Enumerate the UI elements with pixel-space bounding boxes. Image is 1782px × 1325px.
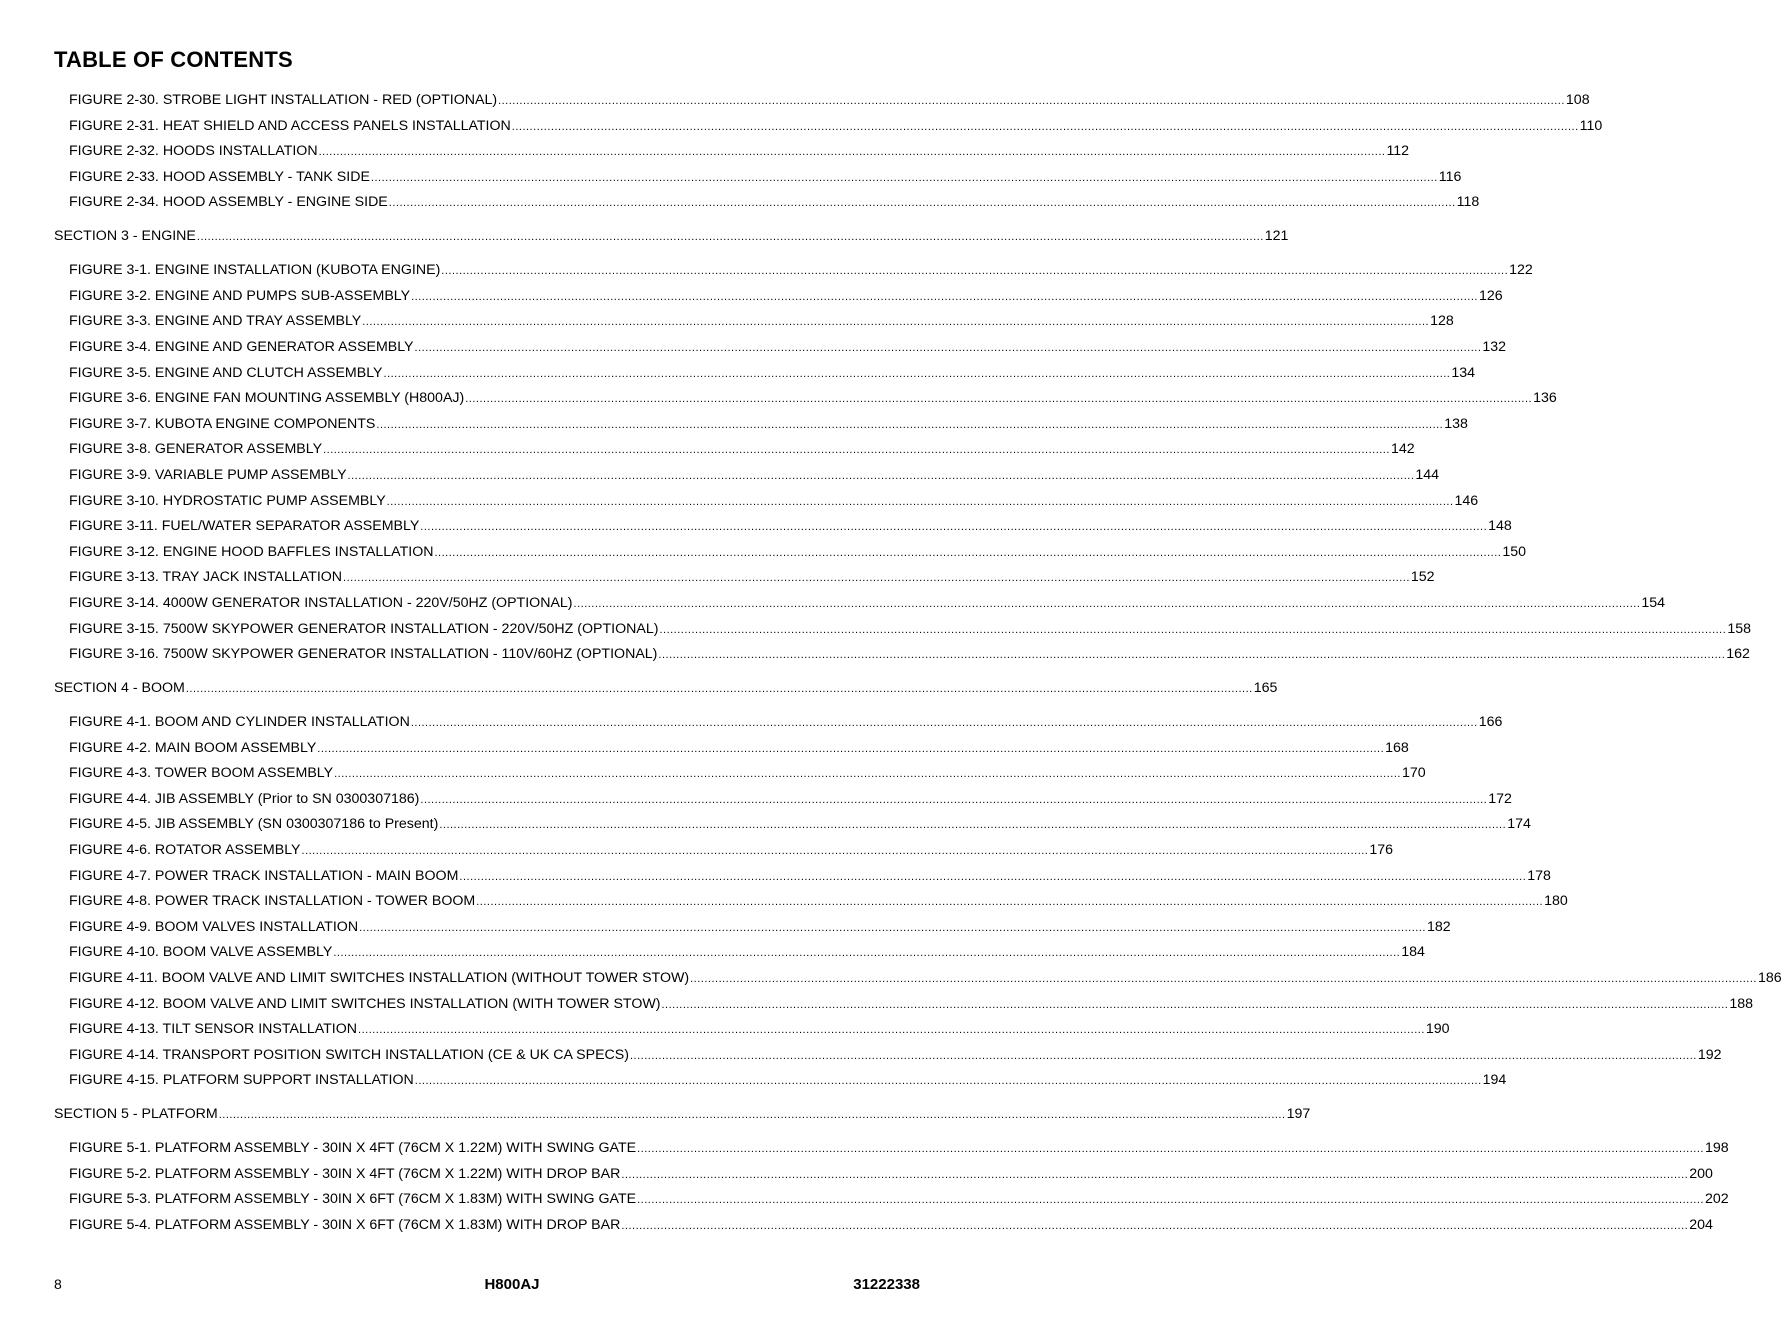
toc-figure-entry[interactable] — [0, 994, 1754, 1014]
toc-figure-entry[interactable] — [0, 840, 1394, 860]
toc-leader-dots: ............................................................................................................................................................................................................................................................................................................ — [573, 598, 1641, 610]
toc-figure-entry[interactable] — [0, 866, 1551, 886]
toc-figure-entry[interactable] — [0, 1070, 1507, 1090]
toc-figure-entry[interactable] — [0, 814, 1531, 834]
toc-leader-dots: ............................................................................................................................................................................................................................................................................................................ — [359, 921, 1426, 934]
toc-entry-page: 146 — [1454, 492, 1479, 509]
toc-leader-dots: ............................................................................................................................................................................................................................................................................................................ — [465, 393, 1533, 406]
toc-entry-page: 180 — [1544, 893, 1568, 910]
toc-leader-dots: ............................................................................................................................................................................................................................................................................................................ — [185, 683, 1253, 696]
toc-entry-page: 128 — [1430, 313, 1454, 330]
toc-leader-dots: ............................................................................................................................................................................................................................................................................................................ — [318, 146, 1386, 159]
toc-entry-page: 132 — [1482, 339, 1507, 355]
toc-leader-dots: ............................................................................................................................................................................................................................................................................................................ — [196, 231, 1264, 244]
toc-figure-entry[interactable] — [0, 1045, 1722, 1065]
toc-figure-entry[interactable] — [0, 192, 1480, 212]
toc-leader-dots: ............................................................................................................................................................................................................................................................................................................ — [511, 120, 1579, 133]
toc-entry-page: 152 — [1410, 569, 1435, 586]
toc-leader-dots: ............................................................................................................................................................................................................................................................................................................ — [621, 1220, 1689, 1232]
toc-leader-dots: ............................................................................................................................................................................................................................................................................................................ — [333, 947, 1401, 960]
toc-leader-dots: ............................................................................................................................................................................................................................................................................................................ — [498, 95, 1565, 107]
toc-leader-dots: ............................................................................................................................................................................................................................................................................................................ — [434, 546, 1502, 559]
toc-figure-entry[interactable] — [0, 1019, 1450, 1039]
toc-entry-page: 150 — [1502, 543, 1527, 560]
toc-entry-title: FIGURE 3-9. VARIABLE PUMP ASSEMBLY — [69, 467, 347, 483]
toc-leader-dots: ............................................................................................................................................................................................................................................................................................................ — [410, 717, 1478, 729]
toc-entry-page: 166 — [1478, 714, 1503, 730]
toc-leader-dots: ............................................................................................................................................................................................................................................................................................................ — [690, 973, 1757, 985]
toc-entry-title: FIGURE 3-10. HYDROSTATIC PUMP ASSEMBLY — [69, 492, 386, 509]
toc-entry-page: 172 — [1488, 790, 1512, 807]
toc-figure-entry[interactable] — [0, 516, 1512, 536]
toc-leader-dots: ............................................................................................................................................................................................................................................................................................................ — [301, 845, 1369, 857]
toc-entry-title: FIGURE 4-4. JIB ASSEMBLY (Prior to SN 0300307186) — [69, 790, 420, 807]
toc-entry-page: 198 — [1704, 1140, 1729, 1157]
toc-entry-title: FIGURE 3-14. 4000W GENERATOR INSTALLATION - 220V/50HZ (OPTIONAL) — [69, 595, 573, 611]
toc-entry-page: 192 — [1697, 1046, 1722, 1063]
toc-leader-dots: ............................................................................................................................................................................................................................................................................................................ — [411, 290, 1478, 303]
toc-entry-title: FIGURE 3-5. ENGINE AND CLUTCH ASSEMBLY — [69, 364, 383, 381]
toc-entry-title: SECTION 5 - PLATFORM — [54, 1106, 218, 1123]
toc-entry-page: 126 — [1478, 287, 1503, 304]
toc-figure-entry[interactable] — [0, 789, 1512, 809]
toc-entry-title: FIGURE 3-13. TRAY JACK INSTALLATION — [69, 569, 343, 586]
toc-leader-dots: ............................................................................................................................................................................................................................................................................................................ — [414, 342, 1482, 354]
toc-entry-page: 108 — [1565, 92, 1590, 108]
toc-entry-page: 165 — [1253, 680, 1278, 697]
toc-entry-title: FIGURE 4-9. BOOM VALVES INSTALLATION — [69, 918, 359, 935]
toc-entry-page: 204 — [1689, 1217, 1713, 1233]
toc-leader-dots: ............................................................................................................................................................................................................................................................................................................ — [343, 572, 1410, 585]
toc-entry-title: FIGURE 5-2. PLATFORM ASSEMBLY - 30IN X 4FT (76CM X 1.22M) WITH DROP BAR — [69, 1165, 621, 1182]
toc-leader-dots: ............................................................................................................................................................................................................................................................................................................ — [420, 793, 1488, 806]
toc-entry-title: FIGURE 4-14. TRANSPORT POSITION SWITCH INSTALLATION (CE & UK CA SPECS) — [69, 1046, 629, 1063]
toc-leader-dots: ............................................................................................................................................................................................................................................................................................................ — [629, 1049, 1697, 1062]
toc-leader-dots: ............................................................................................................................................................................................................................................................................................................ — [661, 998, 1729, 1011]
toc-leader-dots: ............................................................................................................................................................................................................................................................................................................ — [659, 623, 1727, 636]
toc-figure-entry[interactable] — [0, 942, 1425, 962]
toc-entry-page: 170 — [1401, 765, 1426, 782]
footer-doc-number: 31222338 — [853, 1276, 920, 1293]
toc-entry-title: FIGURE 5-3. PLATFORM ASSEMBLY - 30IN X 6FT (76CM X 1.83M) WITH SWING GATE — [69, 1191, 637, 1208]
toc-entry-page: 194 — [1482, 1072, 1507, 1089]
toc-entry-page: 148 — [1488, 518, 1512, 535]
toc-entry-title: FIGURE 3-16. 7500W SKYPOWER GENERATOR INSTALLATION - 110V/60HZ (OPTIONAL) — [69, 646, 658, 663]
toc-entry-page: 158 — [1727, 620, 1751, 637]
toc-entry-page: 190 — [1425, 1021, 1450, 1038]
toc-entry-page: 188 — [1729, 995, 1754, 1012]
toc-entry-page: 138 — [1444, 415, 1468, 432]
toc-leader-dots: ............................................................................................................................................................................................................................................................................................................ — [386, 495, 1454, 508]
toc-entry-title: FIGURE 4-15. PLATFORM SUPPORT INSTALLATION — [69, 1072, 414, 1089]
toc-entry-page: 121 — [1264, 228, 1289, 245]
toc-entry-title: FIGURE 2-30. STROBE LIGHT INSTALLATION - RED (OPTIONAL) — [69, 92, 498, 108]
toc-entry-title: FIGURE 2-31. HEAT SHIELD AND ACCESS PANELS INSTALLATION — [69, 117, 511, 134]
toc-entry-page: 144 — [1415, 467, 1440, 483]
toc-entry-title: FIGURE 4-12. BOOM VALVE AND LIMIT SWITCHES INSTALLATION (WITH TOWER STOW) — [69, 995, 661, 1012]
toc-entry-page: 176 — [1369, 842, 1394, 858]
toc-entry-title: FIGURE 5-4. PLATFORM ASSEMBLY - 30IN X 6FT (76CM X 1.83M) WITH DROP BAR — [69, 1217, 621, 1233]
toc-entry-title: FIGURE 3-3. ENGINE AND TRAY ASSEMBLY — [69, 313, 362, 330]
toc-entry-page: 112 — [1386, 143, 1410, 160]
toc-entry-title: SECTION 3 - ENGINE — [54, 228, 196, 245]
toc-entry-title: FIGURE 3-12. ENGINE HOOD BAFFLES INSTALLATION — [69, 543, 434, 560]
toc-figure-entry[interactable] — [0, 917, 1451, 937]
toc-leader-dots: ............................................................................................................................................................................................................................................................................................................ — [637, 1143, 1704, 1156]
toc-figure-entry[interactable] — [0, 465, 1440, 485]
toc-entry-title: FIGURE 4-2. MAIN BOOM ASSEMBLY — [69, 739, 317, 756]
toc-figure-entry[interactable] — [0, 311, 1454, 331]
toc-entry-title: FIGURE 3-1. ENGINE INSTALLATION (KUBOTA ENGINE) — [69, 262, 441, 279]
toc-leader-dots: ............................................................................................................................................................................................................................................................................................................ — [441, 265, 1509, 278]
toc-entry-page: 200 — [1689, 1165, 1713, 1182]
toc-figure-entry[interactable] — [0, 619, 1751, 639]
toc-figure-entry[interactable] — [0, 1164, 1713, 1184]
toc-leader-dots: ............................................................................................................................................................................................................................................................................................................ — [658, 649, 1726, 662]
toc-figure-entry[interactable] — [0, 337, 1507, 357]
toc-figure-entry[interactable] — [0, 388, 1557, 408]
toc-entry-page: 197 — [1286, 1106, 1311, 1123]
toc-entry-title: FIGURE 4-11. BOOM VALVE AND LIMIT SWITCHES INSTALLATION (WITHOUT TOWER STOW) — [69, 970, 690, 986]
footer-model: H800AJ — [484, 1276, 540, 1293]
page-title: TABLE OF CONTENTS — [54, 47, 293, 72]
toc-entry-page: 202 — [1704, 1191, 1729, 1208]
toc-leader-dots: ............................................................................................................................................................................................................................................................................................................ — [621, 1168, 1689, 1181]
toc-figure-entry[interactable] — [0, 567, 1435, 587]
toc-figure-entry[interactable] — [0, 542, 1527, 562]
toc-section-entry[interactable] — [0, 678, 1278, 698]
toc-figure-entry[interactable] — [0, 363, 1476, 383]
toc-figure-entry[interactable] — [0, 260, 1533, 280]
toc-leader-dots: ............................................................................................................................................................................................................................................................................................................ — [218, 1109, 1286, 1122]
toc-leader-dots: ............................................................................................................................................................................................................................................................................................................ — [420, 521, 1488, 534]
toc-leader-dots: ............................................................................................................................................................................................................................................................................................................ — [414, 1075, 1482, 1088]
toc-entry-title: FIGURE 4-8. POWER TRACK INSTALLATION - TOWER BOOM — [69, 893, 476, 910]
toc-figure-entry[interactable] — [0, 141, 1410, 161]
toc-leader-dots: ............................................................................................................................................................................................................................................................................................................ — [376, 418, 1444, 431]
toc-entry-title: FIGURE 4-7. POWER TRACK INSTALLATION - MAIN BOOM — [69, 867, 459, 884]
toc-entry-title: FIGURE 4-1. BOOM AND CYLINDER INSTALLATION — [69, 714, 410, 730]
toc-figure-entry[interactable] — [0, 891, 1568, 911]
toc-figure-entry[interactable] — [0, 491, 1479, 511]
toc-figure-entry[interactable] — [0, 644, 1750, 664]
toc-leader-dots: ............................................................................................................................................................................................................................................................................................................ — [388, 197, 1456, 210]
toc-entry-page: 122 — [1509, 262, 1533, 279]
toc-figure-entry[interactable] — [0, 738, 1409, 758]
toc-leader-dots: ............................................................................................................................................................................................................................................................................................................ — [383, 367, 1451, 380]
toc-entry-page: 136 — [1533, 390, 1557, 407]
toc-entry-page: 178 — [1527, 867, 1551, 884]
toc-entry-page: 162 — [1726, 646, 1750, 663]
toc-leader-dots: ............................................................................................................................................................................................................................................................................................................ — [476, 896, 1544, 909]
toc-leader-dots: ............................................................................................................................................................................................................................................................................................................ — [323, 444, 1390, 457]
toc-figure-entry[interactable] — [0, 1138, 1729, 1158]
toc-leader-dots: ............................................................................................................................................................................................................................................................................................................ — [334, 768, 1401, 781]
toc-entry-page: 186 — [1757, 970, 1782, 986]
toc-leader-dots: ............................................................................................................................................................................................................................................................................................................ — [459, 870, 1527, 883]
toc-entry-page: 184 — [1401, 944, 1425, 961]
toc-leader-dots: ............................................................................................................................................................................................................................................................................................................ — [358, 1024, 1425, 1037]
toc-entry-page: 110 — [1579, 117, 1603, 134]
toc-entry-title: FIGURE 3-6. ENGINE FAN MOUNTING ASSEMBLY (H800AJ) — [69, 390, 465, 407]
toc-entry-title: FIGURE 4-5. JIB ASSEMBLY (SN 0300307186 to Present) — [69, 816, 439, 833]
toc-entry-page: 134 — [1451, 364, 1476, 381]
toc-leader-dots: ............................................................................................................................................................................................................................................................................................................ — [439, 819, 1507, 832]
toc-figure-entry[interactable] — [0, 712, 1503, 732]
toc-entry-title: FIGURE 3-2. ENGINE AND PUMPS SUB-ASSEMBLY — [69, 287, 411, 304]
toc-figure-entry[interactable] — [0, 763, 1426, 783]
toc-entry-title: FIGURE 2-32. HOODS INSTALLATION — [69, 143, 318, 160]
toc-entry-page: 142 — [1390, 441, 1415, 458]
toc-figure-entry[interactable] — [0, 167, 1462, 187]
toc-figure-entry[interactable] — [0, 116, 1603, 136]
toc-entry-page: 118 — [1456, 194, 1480, 211]
toc-leader-dots: ............................................................................................................................................................................................................................................................................................................ — [347, 470, 1415, 482]
toc-entry-title: FIGURE 4-6. ROTATOR ASSEMBLY — [69, 842, 301, 858]
toc-entry-title: FIGURE 3-8. GENERATOR ASSEMBLY — [69, 441, 323, 458]
toc-figure-entry[interactable] — [0, 90, 1590, 110]
toc-entry-title: FIGURE 3-4. ENGINE AND GENERATOR ASSEMBLY — [69, 339, 414, 355]
toc-entry-title: FIGURE 3-11. FUEL/WATER SEPARATOR ASSEMBLY — [69, 518, 420, 535]
toc-figure-entry[interactable] — [0, 968, 1782, 988]
toc-figure-entry[interactable] — [0, 1215, 1713, 1235]
toc-leader-dots: ............................................................................................................................................................................................................................................................................................................ — [637, 1194, 1704, 1207]
toc-leader-dots: ............................................................................................................................................................................................................................................................................................................ — [362, 316, 1430, 329]
toc-leader-dots: ............................................................................................................................................................................................................................................................................................................ — [370, 171, 1438, 184]
toc-figure-entry[interactable] — [0, 439, 1415, 459]
toc-entry-page: 154 — [1641, 595, 1666, 611]
toc-entry-page: 174 — [1507, 816, 1531, 833]
toc-figure-entry[interactable] — [0, 593, 1666, 613]
toc-entry-title: FIGURE 3-15. 7500W SKYPOWER GENERATOR INSTALLATION - 220V/50HZ (OPTIONAL) — [69, 620, 659, 637]
toc-entry-title: FIGURE 2-34. HOOD ASSEMBLY - ENGINE SIDE — [69, 194, 388, 211]
toc-entry-title: SECTION 4 - BOOM — [54, 680, 185, 697]
toc-section-entry[interactable] — [0, 1104, 1311, 1124]
toc-figure-entry[interactable] — [0, 414, 1468, 434]
toc-entry-page: 168 — [1385, 739, 1409, 756]
toc-section-entry[interactable] — [0, 226, 1289, 246]
toc-entry-page: 182 — [1426, 918, 1451, 935]
toc-figure-entry[interactable] — [0, 286, 1503, 306]
toc-entry-title: FIGURE 3-7. KUBOTA ENGINE COMPONENTS — [69, 415, 376, 432]
footer-page-number: 8 — [54, 1276, 62, 1292]
toc-entry-title: FIGURE 4-10. BOOM VALVE ASSEMBLY — [69, 944, 333, 961]
toc-entry-title: FIGURE 4-3. TOWER BOOM ASSEMBLY — [69, 765, 334, 782]
toc-entry-title: FIGURE 5-1. PLATFORM ASSEMBLY - 30IN X 4FT (76CM X 1.22M) WITH SWING GATE — [69, 1140, 637, 1157]
toc-entry-page: 116 — [1438, 168, 1462, 185]
toc-entry-title: FIGURE 4-13. TILT SENSOR INSTALLATION — [69, 1021, 358, 1038]
toc-entry-title: FIGURE 2-33. HOOD ASSEMBLY - TANK SIDE — [69, 168, 370, 185]
toc-leader-dots: ............................................................................................................................................................................................................................................................................................................ — [317, 742, 1385, 755]
toc-figure-entry[interactable] — [0, 1189, 1729, 1209]
